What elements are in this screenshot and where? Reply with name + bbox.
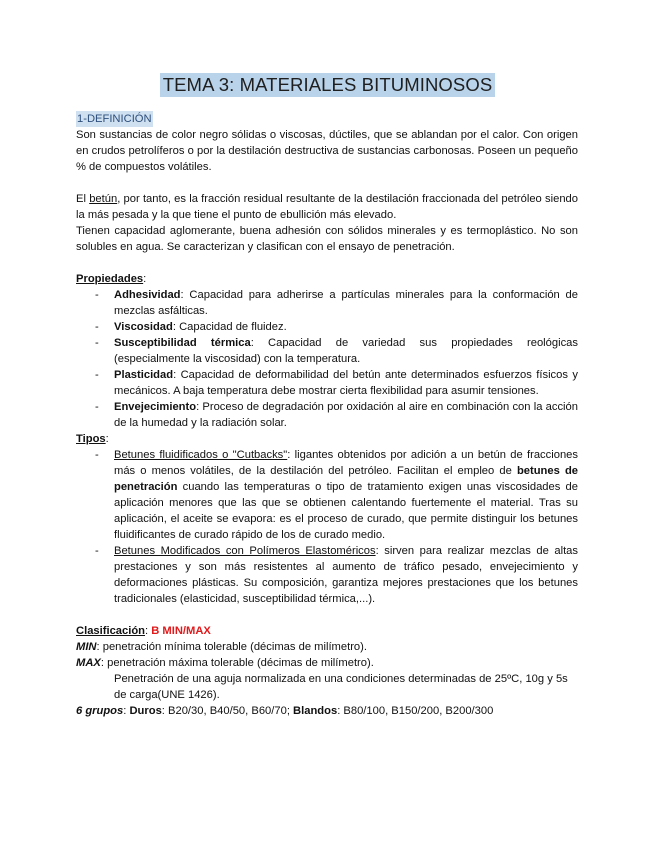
item-term: Envejecimiento: [114, 401, 197, 413]
list-item: - Viscosidad: Capacidad de fluidez.: [95, 321, 287, 333]
item-term: Adhesividad: [114, 289, 181, 301]
modificados-term: Betunes Modificados con Polímeros Elastoméricos: [114, 545, 376, 557]
document-body: [76, 111, 578, 719]
tipos-section: [76, 431, 578, 607]
min-text: : penetración mínima tolerable (décimas de milímetro).: [96, 641, 367, 653]
grupos-colon: :: [123, 705, 130, 717]
clasificacion-heading: Clasificación: [76, 625, 146, 637]
list-item: - Susceptibilidad térmica: Capacidad de variedad sus propiedades reológicas (especialmente la viscosidad) con la temperatura.: [95, 337, 578, 365]
definicion-section: [76, 111, 578, 255]
cutbacks-text-b: cuando las temperaturas o tipo de tratamiento exigen unas viscosidades de aplicación menores que las que se obtienen calentando fuertemente el material. Tras su aplicación, el aceite se evapora: es el proceso de curado, que permite distinguir los betunes fluidificantes de curado rápido de los de curado medio.: [114, 481, 578, 541]
tipos-list: [76, 447, 578, 607]
grupos-label: 6 grupos: [76, 705, 124, 717]
item-term: Plasticidad: [114, 369, 174, 381]
blandos-label: Blandos: [293, 705, 338, 717]
duros-label: Duros: [129, 705, 162, 717]
clasificacion-section: [76, 623, 578, 719]
blandos-text: : B80/100, B150/200, B200/300: [337, 705, 494, 717]
list-item: - Betunes fluidificados o "Cutbacks": ligantes obtenidos por adición a un betún de fracciones más o menos volátiles, de la destilación del petróleo. Facilitan el empleo de betunes de penetración cuando las temperaturas o tipo de tratamiento exigen unas viscosidades de aplicación menores que las que se obtienen calentando fuertemente el material. Tras su aplicación, el aceite se evapora: es el proceso de curado, que permite distinguir los betunes fluidificantes de curado rápido de los de curado medio.: [95, 449, 578, 541]
propiedades-colon: :: [143, 273, 147, 285]
grupos-line: [76, 703, 578, 719]
definicion-paragraph-3: Tienen capacidad aglomerante, buena adhesión con sólidos minerales y es termoplástico. No son solubles en agua. Se caracterizan y clasifican con el ensayo de penetración.: [76, 225, 578, 253]
tipos-colon: :: [105, 433, 109, 445]
list-item: - Plasticidad: Capacidad de deformabilidad del betún ante determinados esfuerzos físicos y mecánicos. A baja temperatura debe mostrar cierta flexibilidad para asumir tensiones.: [95, 369, 578, 397]
item-text: : Capacidad de fluidez.: [172, 321, 287, 333]
cutbacks-text-a: : ligantes obtenidos por adición a un betún de fracciones más o menos volátiles, de la destilación del petróleo. Facilitan el empleo de: [114, 449, 578, 477]
duros-text: : B20/30, B40/50, B60/70;: [161, 705, 294, 717]
title-wrap: [0, 73, 655, 97]
definicion-paragraph-2: [76, 191, 578, 223]
definicion-heading: 1-DEFINICIÓN: [77, 113, 152, 125]
max-line: [76, 655, 578, 671]
item-text: : Capacidad de variedad sus propiedades reológicas (especialmente la viscosidad) con la temperatura.: [114, 337, 578, 365]
min-label: MIN: [76, 641, 97, 653]
item-text: : Proceso de degradación por oxidación al aire en combinación con la acción de la humedad y la radiación solar.: [114, 401, 578, 429]
cutbacks-term: Betunes fluidificados o "Cutbacks": [114, 449, 288, 461]
list-item: - Betunes Modificados con Polímeros Elastoméricos: sirven para realizar mezclas de altas prestaciones y son más resistentes al aumento de tráfico pesado, envejecimiento y deformaciones plásticas. Su composición, garantiza mejores prestaciones que los betunes tradicionales (elasticidad, susceptibilidad térmica,...).: [95, 545, 578, 605]
penetracion-note: Penetración de una aguja normalizada en una condiciones determinadas de 25ºC, 10g y 5s de carga(UNE 1426).: [114, 673, 568, 701]
page-title: TEMA 3: MATERIALES BITUMINOSOS: [160, 73, 496, 97]
betun-term: betún: [89, 193, 118, 205]
propiedades-section: [76, 271, 578, 431]
max-label: MAX: [76, 657, 101, 669]
p2-pre: El: [76, 193, 90, 205]
item-text: : Capacidad de deformabilidad del betún ante determinados esfuerzos físicos y mecánicos. A baja temperatura debe mostrar cierta flexibilidad para asumir tensiones.: [114, 369, 578, 397]
item-term: Susceptibilidad térmica: [114, 337, 251, 349]
list-item: - Adhesividad: Capacidad para adherirse a partículas minerales para la conformación de mezclas asfálticas.: [95, 289, 578, 317]
propiedades-heading: Propiedades: [76, 273, 144, 285]
tipos-heading: Tipos: [76, 433, 106, 445]
modificados-text: : sirven para realizar mezclas de altas prestaciones y son más resistentes al aumento de tráfico pesado, envejecimiento y deformaciones plásticas. Su composición, garantiza mejores prestaciones que los betunes tradicionales (elasticidad, susceptibilidad térmica,...).: [114, 545, 578, 605]
item-term: Viscosidad: [114, 321, 173, 333]
definicion-paragraph-1: Son sustancias de color negro sólidas o viscosas, dúctiles, que se ablandan por el calor. Con origen en crudos petrolíferos o por la destilación destructiva de sustancias carbonosas. Poseen un pequeño % de compuestos volátiles.: [76, 129, 578, 173]
betunes-penetracion-term: betunes de penetración: [114, 465, 578, 493]
p2-post: , por tanto, es la fracción residual resultante de la destilación fraccionada del petróleo siendo la más pesada y la que tiene el punto de ebullición más elevado.: [76, 193, 578, 221]
clasificacion-colon: :: [145, 625, 152, 637]
min-line: [76, 639, 578, 655]
max-text: : penetración máxima tolerable (décimas de milímetro).: [100, 657, 374, 669]
list-item: - Envejecimiento: Proceso de degradación por oxidación al aire en combinación con la acción de la humedad y la radiación solar.: [95, 401, 578, 429]
clasificacion-code: B MIN/MAX: [151, 625, 211, 637]
item-text: : Capacidad para adherirse a partículas minerales para la conformación de mezclas asfálticas.: [114, 289, 578, 317]
propiedades-list: [76, 287, 578, 431]
